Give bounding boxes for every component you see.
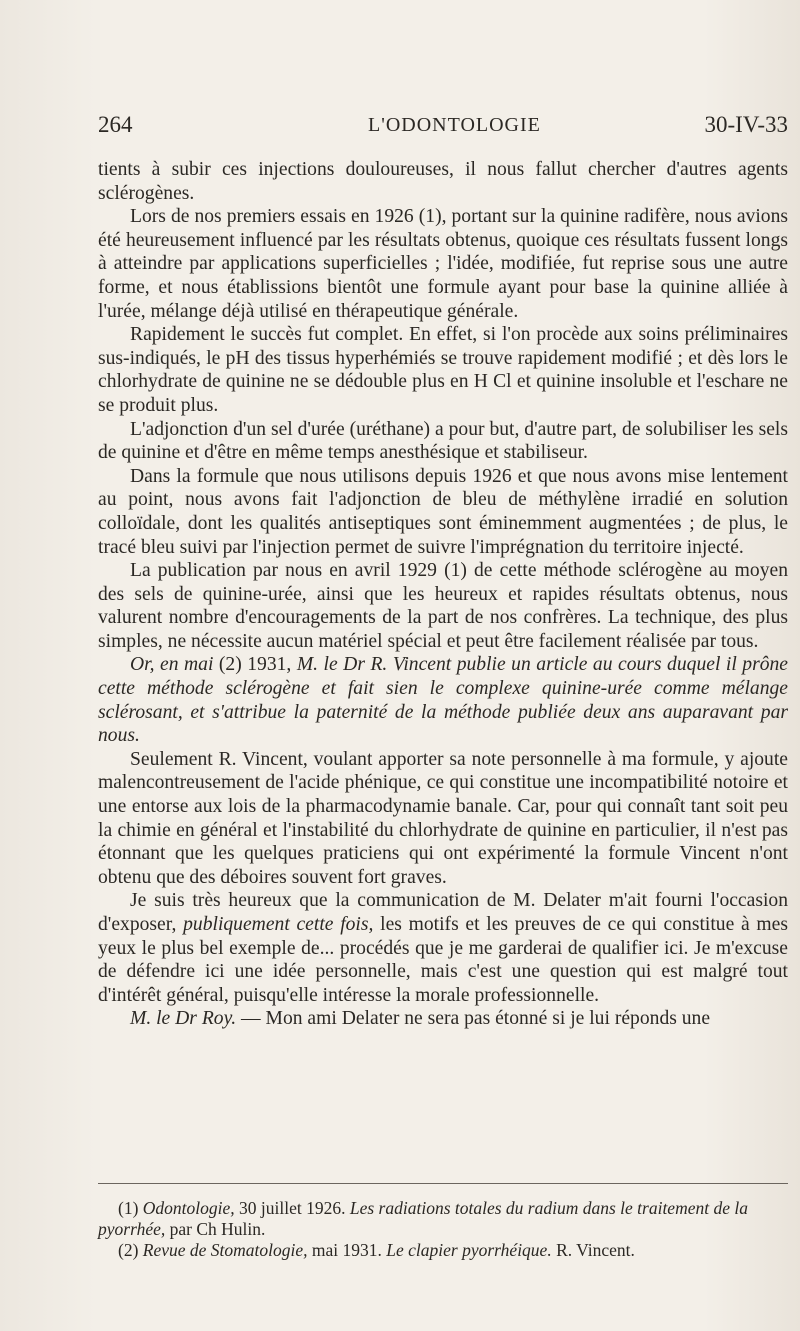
p9-after: les motifs et les preuves de ce qui constitue à mes yeux le plus bel exemple de... procédés que je me garderai de qualifier ici. Je m'excuse de défendre ici une idée personnelle, mais c'est une question qui est malgré tout d'intérêt général, puisqu'elle intéresse la morale professionnelle. <box>98 914 788 1006</box>
page-number: 264 <box>98 112 133 137</box>
running-header <box>98 112 788 144</box>
footnote-1 <box>98 1198 788 1240</box>
footnote-2 <box>98 1240 788 1261</box>
article-body <box>98 158 788 1031</box>
italic-ref: (2) 1931, <box>218 654 292 676</box>
p9-before: Je suis très heureux que la communication de M. Delater m'ait fourni l'occasion d'exposer, <box>98 890 788 935</box>
paragraph-italic <box>98 653 788 747</box>
footnote-author: R. Vincent. <box>551 1240 635 1260</box>
journal-title: L'ODONTOLOGIE <box>368 114 541 136</box>
paragraph-8: Seulement R. Vincent, voulant apporter sa note personnelle à ma formule, y ajoute malencontreusement de l'acide phénique, ce qui constitue une incompatibilité notoire et une entorse aux lois de la pharmacodynamie banale. Car, pour qui connaît tant soit peu la chimie en général et l'instabilité du chlorhydrate de quinine en particulier, il n'est pas étonnant que les quelques praticiens qui ont expérimenté la formule Vincent n'ont obtenu que des déboires souvent fort graves. <box>98 748 788 888</box>
footnote-marker: (1) <box>118 1198 139 1218</box>
paragraph-10 <box>98 1007 788 1031</box>
footnotes <box>98 1198 788 1261</box>
paragraph-5: Dans la formule que nous utilisons depuis 1926 et que nous avons mise lentement au point, nous avons fait l'adjonction de bleu de méthylène irradié en solution colloïdale, dont les qualités antiseptiques sont éminemment augmentées ; de plus, le tracé bleu suivi par l'injection permet de suivre l'imprégnation du territoire injecté. <box>98 465 788 558</box>
issue-date: 30-IV-33 <box>704 112 788 137</box>
italic-rest: M. le Dr R. Vincent publie un article au cours duquel il prône cette méthode sclérogène et fait sien le complexe quinine-urée comme mélange sclérosant, et s'attribue la paternité de la méthode publiée deux ans auparavant par nous. <box>98 654 788 747</box>
paragraph-2: Lors de nos premiers essais en 1926 (1), portant sur la quinine radifère, nous avions été heureusement influencé par les résultats obtenus, quoique ces résultats fussent longs à atteindre par applications superficielles ; l'idée, modifiée, fut reprise sous une autre forme, et nous établissions bientôt une formule ayant pour base la quinine alliée à l'urée, mélange déjà utilisé en thérapeutique générale. <box>98 206 788 322</box>
footnote-divider <box>98 1183 788 1184</box>
italic-start: Or, en mai <box>130 654 219 676</box>
paragraph-6: La publication par nous en avril 1929 (1) de cette méthode sclérogène au moyen des sels de quinine-urée, ainsi que les heureux et rapides résultats obtenus, nous valurent nombre d'encouragements de la part de nos confrères. La technique, des plus simples, ne nécessite aucun matériel spécial et peut être facilement réalisée par tous. <box>98 560 788 652</box>
footnote-marker: (2) <box>118 1240 139 1260</box>
footnote-journal: Revue de Stomatologie, <box>142 1240 308 1260</box>
p9-emphasis: publiquement cette fois, <box>183 914 374 935</box>
last-line-text: — Mon ami Delater ne sera pas étonné si je lui réponds une <box>236 1008 711 1030</box>
footnote-date: mai 1931. <box>307 1240 387 1260</box>
speaker: M. le Dr Roy. <box>130 1008 237 1030</box>
paragraph-4: L'adjonction d'un sel d'urée (uréthane) a pour but, d'autre part, de solubiliser les sels de quinine et d'être en même temps anesthésique et stabiliseur. <box>98 418 788 464</box>
paragraph-1: tients à subir ces injections douloureuses, il nous fallut chercher d'autres agents sclérogènes. <box>98 159 788 204</box>
footnote-title: Le clapier pyorrhéique. <box>386 1240 552 1260</box>
footnote-journal: Odontologie, <box>142 1198 235 1218</box>
footnote-author: par Ch Hulin. <box>165 1219 266 1239</box>
footnote-date: 30 juillet 1926. <box>234 1198 350 1218</box>
paragraph-3: Rapidement le succès fut complet. En effet, si l'on procède aux soins préliminaires sus-indiqués, le pH des tissus hyperhémiés se trouve rapidement modifié ; et dès lors le chlorhydrate de quinine ne se dédouble plus en H Cl et quinine insoluble et l'eschare ne se produit plus. <box>98 324 788 416</box>
paragraph-9 <box>98 889 788 1007</box>
footnote-title: Les radiations totales du radium dans le traitement de la pyorrhée, <box>98 1198 748 1239</box>
